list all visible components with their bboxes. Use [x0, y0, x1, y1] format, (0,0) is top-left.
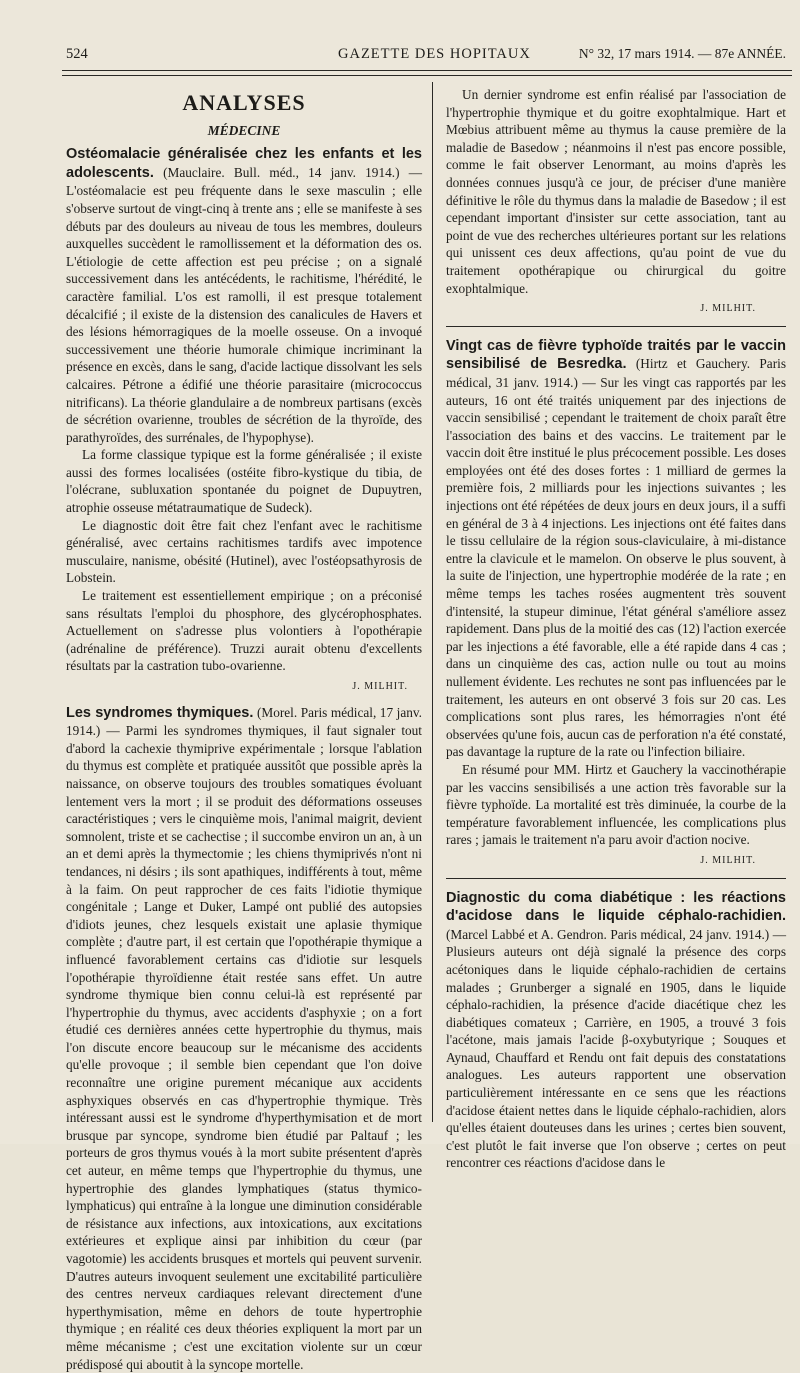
article-3-title: Vingt cas de fièvre typhoïde traités par le vaccin sensibilisé de Besredka.	[446, 337, 786, 373]
article-1-paragraph: Le traitement est essentiellement empirique ; on a préconisé sans résultats l'emploi du phosphore, des glycérophosphates. Actuellement on s'adresse plus volontiers à l'opothérapie (adrénaline de préférence). Truzzi aurait obtenu d'excellents résultats par la castration tubo-ovarienne.	[66, 588, 422, 674]
article-4-source: (Marcel Labbé et A. Gendron. Paris médical, 24 janv. 1914.) —	[446, 926, 786, 942]
article-2-title: Les syndromes thymiques.	[66, 704, 254, 721]
header-rule	[62, 70, 792, 71]
article-separator	[446, 326, 786, 327]
journal-title: GAZETTE DES HOPITAUX	[338, 46, 531, 62]
article-1-signature: J. MILHIT.	[352, 681, 408, 692]
running-header	[66, 44, 786, 64]
article-1-paragraph: La forme classique typique est la forme généralisée ; il existe aussi des formes localisées (ostéite fibro-kystique du tibia, de l'olécrane, subluxation spontanée du poignet de Dupuytren, atrophie osseuse métatraumatique de Sudeck).	[66, 447, 422, 516]
article-1-paragraph: Le diagnostic doit être fait chez l'enfant avec le rachitisme généralisé, avec certains rachitismes tardifs avec impotence musculaire, nanisme, obésité (Hutinel), avec l'ostéopsathyrosis de Lobstein.	[66, 517, 422, 586]
article-4-title: Diagnostic du coma diabétique : les réactions d'acidose dans le liquide céphalo-rachidien.	[446, 889, 786, 925]
article-2-paragraph: Un dernier syndrome est enfin réalisé par l'association de l'hypertrophie thymique et du goitre exophtalmique. Hart et Mœbius attribuent même au thymus la cause première de la maladie de Basedow ; néanmoins il n'est pas encore possible, comme le fait observer Lenormant, au moins d'après les données connues jusqu'à ce jour, de préciser d'une manière définitive le rôle du thymus dans la maladie de Basedow ; il est cependant important d'insister sur cette association, tant au point de vue des recherches ultérieures portant sur les relations qui unissent ces deux affections, qu'au point de vue du traitement opothérapique ou chirurgical du goitre exophtalmique.	[446, 87, 786, 296]
page-number: 524	[66, 46, 88, 62]
article-3-signature: J. MILHIT.	[700, 854, 756, 866]
right-column	[446, 86, 786, 1172]
article-1-title: Ostéomalacie généralisée chez les enfants et les adolescents.	[66, 146, 422, 181]
left-column	[66, 88, 422, 1373]
article-3-lead: Vingt cas de fièvre typhoïde traités par le vaccin sensibilisé de Besredka. (Hirtz et Gauchery. Paris médical, 31 janv. 1914.) — Sur les vingt cas rapportés par les auteurs, 16 ont été traités uniquement par des injections de vaccin sensibilisé ; cependant le traitement de choix paraît être l'association des bains et des vaccins. Le traitement par le vaccin doit être institué le plus précocement possible. Les doses employées ont été des doses fortes : 1 milliard de germes la première fois, 2 milliards pour les injections suivantes ; les injections ont été répétées de deux jours en deux jours, il a suffi en général de 3 à 4 injections. Les injections ont été faites dans le tissu cellulaire de la région sous-claviculaire, à mi-distance entre la clavicule et le mamelon. On observe le plus souvent, à la suite de l'injection, une hypertrophie modérée de la rate ; en même temps les taches rosées augmentent très souvent d'intensité, la stupeur diminue, l'état général s'améliore assez rapidement. Dans plus de la moitié des cas (12) l'action exercée par les injections a été favorable, elle a été rapide dans 4 cas ; dans un cinquième des cas, action nulle ou tout au moins nullement évidente. Les rechutes ne sont pas influencées par le traitement, les auteurs en ont observé 3 fois sur 20 cas. Les complications sont plus rares, les hémorragies n'ont été observées qu'une fois, aucun cas de perforation n'a été constaté, pas davantage la rupture de la rate ou l'infection biliaire.	[446, 337, 787, 760]
article-separator	[446, 878, 786, 879]
section-subtitle: MÉDECINE	[207, 122, 281, 138]
header-rule-2	[62, 75, 792, 76]
article-4-lead: Diagnostic du coma diabétique : les réactions d'acidose dans le liquide céphalo-rachidien. (Marcel Labbé et A. Gendron. Paris médical, 24 janv. 1914.) — Plusieurs auteurs ont déjà signalé la présence des corps acétoniques dans le liquide céphalo-rachidien de certains malades ; Grunberger a signalé en 1905, dans le liquide céphalo-rachidien, la présence d'acide diacétique chez les diabétiques comateux ; Carrière, en 1905, a trouvé 3 fois l'acétone, mais jamais l'acide β-oxybutyrique ; Souques et Aynaud, Chauffard et Rendu ont fait depuis des constatations analogues. Les auteurs rapportent une observation particulièrement intéressante en ce sens que les réactions d'acidose étaient nettes dans le liquide céphalo-rachidien, alors qu'elles étaient douteuses dans les urines ; certes bien souvent, c'est plutôt le fait inverse que l'on observe ; certes on peut rencontrer ces réactions d'acidose dans le	[446, 889, 786, 1171]
article-2-source: (Morel. Paris médical, 17 janv. 1914.) —	[66, 704, 423, 739]
issue-info: N° 32, 17 mars 1914. — 87e ANNÉE.	[578, 46, 786, 61]
article-1-lead: Ostéomalacie généralisée chez les enfants et les adolescents. (Mauclaire. Bull. méd., 14 janv. 1914.) — L'ostéomalacie est peu fréquente dans le sexe masculin ; elle s'observe surtout de vingt-cinq à trente ans ; elle se manifeste à ses débuts par des douleurs au niveau de tous les membres, douleurs auxquelles succèdent le ramollissement et la déformation des os. L'étiologie de cette affection est peu précise ; on a signalé successivement dans les antécédents, le rachitisme, l'hérédité, le caractère familial. L'os est ramolli, il est presque totalement décalcifié ; il existe de la distension des canalicules de Havers et des lésions hémorragiques de la moelle osseuse. On a invoqué successivement une théorie humorale chimique incriminant la présence en excès, dans le sang, d'acide lactique dissolvant les sels calcaires. Pétrone a édifié une théorie parasitaire (micrococcus nitrificans). La théorie glandulaire a de nombreux partisans (excès de sécrétion ovarienne, troubles de sécrétion de la thyroïde, des parathyroïdes, des surrénales, de l'hypophyse).	[66, 146, 422, 445]
article-1-source: (Mauclaire. Bull. méd., 14 janv. 1914.) —	[163, 164, 422, 180]
column-divider	[432, 82, 433, 1122]
article-3-source: (Hirtz et Gauchery. Paris médical, 31 janv. 1914.) —	[446, 356, 787, 390]
section-title: ANALYSES	[182, 90, 306, 115]
article-2-lead: Les syndromes thymiques. (Morel. Paris médical, 17 janv. 1914.) — Parmi les syndromes thymiques, il faut signaler tout d'abord la cachexie thymiprive expérimentale ; lorsque l'ablation du thymus est complète et pratiquée aussitôt que possible après la naissance, on observe toujours des troubles somatiques évoluant lentement vers la mort ; il se produit des déformations osseuses caractéristiques ; vers le cinquième mois, l'animal maigrit, devient somnolent, triste et se cachectise ; il succombe environ un an, à un an et demi après la thymectomie ; les chiens thymiprivés n'ont ni tendances, ni désirs ; ils sont apathiques, indifférents à tout, même à la faim. On peut rapprocher de ces faits l'idiotie thymique congénitale ; Lange et Duker, Lampé ont publié des autopsies d'idiots jeunes, chez lesquels existait une aplasie thymique complète ; d'autre part, il est certain que l'opothérapie thymique a influencé favorablement certains cas d'idiotie sur lesquels l'opothérapie thyroïdienne était restée sans effet. Un autre syndrome thymique bien connu celui-là est représenté par l'hypertrophie du thymus, avec accidents d'asphyxie ; on a fort étudié ces dernières années cette hypertrophie du thymus, mais l'on discute encore beaucoup sur le mécanisme des accidents qu'elle provoque ; il semble bien cependant que l'on doive reconnaître une origine purement mécanique aux accidents asphyxiques observés en cas d'hypertrophie thymique. Très intéressant aussi est le syndrome d'hyperthymisation et de mort brusque par syncope, syndrome bien étudié par Paltauf ; les porteurs de gros thymus voués à la mort subite présentent d'après cet auteur, en même temps que l'hypertrophie du thymus, une hypertrophie des glandes lymphatiques (status thymico-lymphaticus) qui entraîne à la longue une diminution considérable de résistance aux infections, aux intoxications, aux excitations extérieures et explique ainsi par inhibition du cœur (par vagotomie) les accidents brusques et mortels qui peuvent survenir. D'autres auteurs invoquent seulement une excitabilité particulière des centres nerveux cardiaques relevant directement d'une hyperthymisation, même en dehors de toute hypertrophie thymique ; en réalité ces deux théories expliquent la mort par un même mécanisme ; c'est une excitation violente sur un cœur prédisposé qui aboutit à la syncope mortelle.	[66, 704, 423, 1372]
article-2-signature: J. MILHIT.	[700, 303, 756, 315]
article-3-paragraph: En résumé pour MM. Hirtz et Gauchery la vaccinothérapie par les vaccins sensibilisés a une action très favorable sur la fièvre typhoïde. La mortalité est très diminuée, la courbe de la température favorablement influencée, les complications plus rares ; jamais le traitement n'a paru avoir d'action nocive.	[446, 761, 786, 848]
